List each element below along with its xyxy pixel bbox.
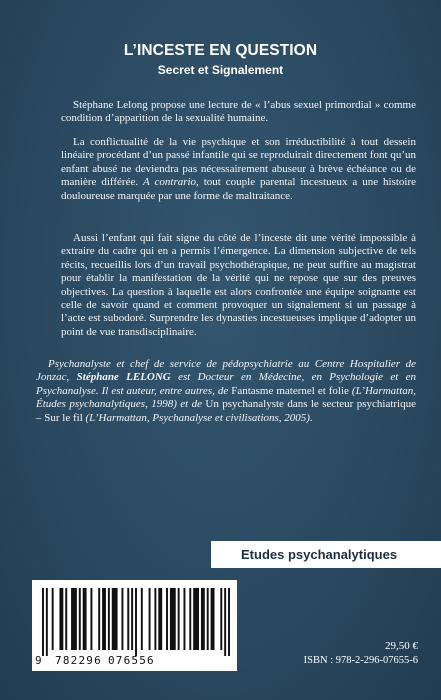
bio-part-2: est Docteur en Médecine, en Psychologie et en Psychanalyse. Il est auteur, entre autres, de bbox=[36, 371, 417, 397]
summary-paragraph-3: Aussi l’enfant qui fait signe du côté de l’inceste dit une vérité impossible à extraire du cadre qui en a permis l’émergence. La dimension subjective de tels récits, recueillis lors d’un travail psychothérapique, ne peut suffire au magistrat pour établir la manifestation de la vérité qui ne repose que sur des preuves objectives. La question à laquelle est alors confrontée une équipe soignante est celle de savoir quand et comment provoquer un signalement si un passage à l’acte est subodoré. Surprendre les dynasties incestueuses implique d’adopter un point de vue transdisciplinaire. bbox=[61, 232, 416, 338]
summary-paragraph-2-text: La conflictualité de la vie psychique et son irréductibilité à tout dessein linéaire procédant d’un passé infantile qui se reproduirait directement font qu’un enfant abusé ne deviendra pas nécessairement abuseur à brève échéance ou de manière différée. bbox=[61, 136, 416, 189]
summary-paragraph-2-italic: A contrario, bbox=[143, 176, 199, 189]
price-label: 29,50 € bbox=[385, 640, 418, 652]
summary-paragraph-2 bbox=[61, 136, 416, 203]
barcode-first-digit: 9 bbox=[35, 654, 42, 667]
book-title: L’INCESTE EN QUESTION bbox=[123, 42, 318, 59]
isbn-label: ISBN : 978-2-296-07655-6 bbox=[303, 655, 418, 666]
book-subtitle: Secret et Signalement bbox=[157, 63, 284, 77]
author-biography bbox=[36, 358, 416, 425]
bio-author-name: Stéphane LELONG bbox=[76, 371, 171, 384]
series-label-banner: Etudes psychanalytiques bbox=[211, 541, 441, 568]
barcode-icon bbox=[42, 588, 230, 656]
bio-part-3: (L’Harmattan, Études psychanalytiques, 1998) et de bbox=[36, 384, 416, 411]
barcode-group-1: 782296 bbox=[55, 654, 102, 667]
bio-book-2: Un psychanalyste dans le secteur psychiatrique – Sur le fil bbox=[36, 398, 416, 424]
summary-paragraph-1: Stéphane Lelong propose une lecture de « l’abus sexuel primordial » comme condition d’apparition de la sexualité humaine. bbox=[61, 99, 416, 125]
barcode-group-2: 076556 bbox=[107, 654, 155, 667]
barcode-digits bbox=[35, 654, 235, 667]
bio-part-4: (L’Harmattan, Psychanalyse et civilisations, 2005). bbox=[82, 411, 313, 424]
summary-paragraph-2-rest: tout couple parental incestueux a une histoire douloureuse marquée par une forme de maltraitance. bbox=[61, 176, 417, 202]
bio-book-1: Fantasme maternel et folie bbox=[231, 384, 349, 397]
bio-part-1: Psychanalyste et chef de service de pédopsychiatrie au Centre Hospitalier de Jonzac, bbox=[36, 358, 416, 384]
barcode-panel bbox=[32, 580, 237, 671]
